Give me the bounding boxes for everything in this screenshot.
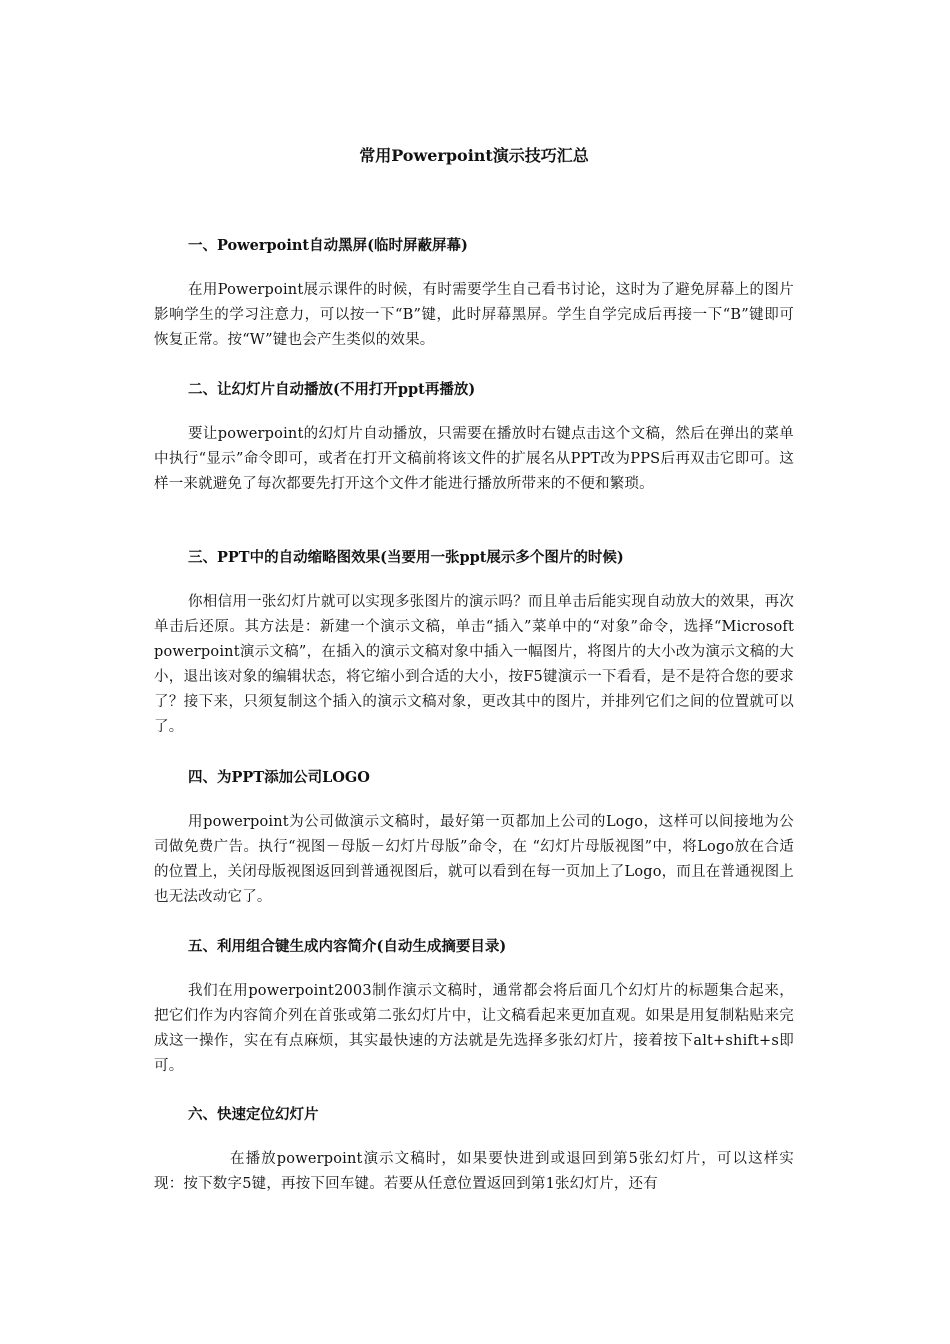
- section-paragraph: 你相信用一张幻灯片就可以实现多张图片的演示吗？而且单击后能实现自动放大的效果，再次单击后还原。其方法是：新建一个演示文稿，单击“插入”菜单中的“对象”命令，选择“Microsoft powerpoint演示文稿”，在插入的演示文稿对象中插入一幅图片，将图片的大小改为演示文稿的大小，退出该对象的编辑状态，将它缩小到合适的大小，按F5键演示一下看看，是不是符合您的要求了？接下来，只须复制这个插入的演示文稿对象，更改其中的图片，并排列它们之间的位置就可以了。: [154, 594, 794, 735]
- section-auto-black-screen: [154, 236, 794, 353]
- section-heading: 四、为PPT添加公司LOGO: [188, 769, 370, 786]
- section-heading: 二、让幻灯片自动播放(不用打开ppt再播放): [188, 381, 476, 398]
- section-paragraph: 用powerpoint为公司做演示文稿时，最好第一页都加上公司的Logo，这样可以间接地为公司做免费广告。执行“视图－母版－幻灯片母版”命令，在 “幻灯片母版视图”中，将Logo放在合适的位置上，关闭母版视图返回到普通视图后，就可以看到在每一页加上了Logo，而且在普通视图上也无法改动它了。: [154, 814, 794, 905]
- section-heading: 三、PPT中的自动缩略图效果(当要用一张ppt展示多个图片的时候): [188, 549, 624, 566]
- section-heading: 一、Powerpoint自动黑屏(临时屏蔽屏幕): [188, 237, 468, 254]
- section-auto-play: [154, 380, 794, 497]
- section-summary-shortcut: [154, 937, 794, 1079]
- section-thumbnail-effect: [154, 548, 794, 740]
- section-quick-navigate: [154, 1105, 794, 1197]
- section-heading: 六、快速定位幻灯片: [188, 1106, 319, 1123]
- section-paragraph: 我们在用powerpoint2003制作演示文稿时，通常都会将后面几个幻灯片的标题集合起来，把它们作为内容简介列在首张或第二张幻灯片中，让文稿看起来更加直观。如果是用复制粘贴来完成这一操作，实在有点麻烦，其实最快速的方法就是先选择多张幻灯片，接着按下alt+shift+s即可。: [154, 983, 794, 1074]
- section-heading: 五、利用组合键生成内容简介(自动生成摘要目录): [188, 938, 507, 955]
- section-paragraph: 要让powerpoint的幻灯片自动播放，只需要在播放时右键点击这个文稿，然后在弹出的菜单中执行“显示”命令即可，或者在打开文稿前将该文件的扩展名从PPT改为PPS后再双击它即可。这样一来就避免了每次都要先打开这个文件才能进行播放所带来的不便和繁琐。: [154, 426, 794, 492]
- section-paragraph: 在用Powerpoint展示课件的时候，有时需要学生自己看书讨论，这时为了避免屏幕上的图片影响学生的学习注意力，可以按一下“B”键，此时屏幕黑屏。学生自学完成后再接一下“B”键即可恢复正常。按“W”键也会产生类似的效果。: [154, 282, 794, 348]
- document-title: 常用Powerpoint演示技巧汇总: [359, 146, 589, 165]
- section-paragraph: 在播放powerpoint演示文稿时，如果要快进到或退回到第5张幻灯片，可以这样实现：按下数字5键，再按下回车键。若要从任意位置返回到第1张幻灯片，还有: [154, 1151, 794, 1192]
- section-add-logo: [154, 768, 794, 910]
